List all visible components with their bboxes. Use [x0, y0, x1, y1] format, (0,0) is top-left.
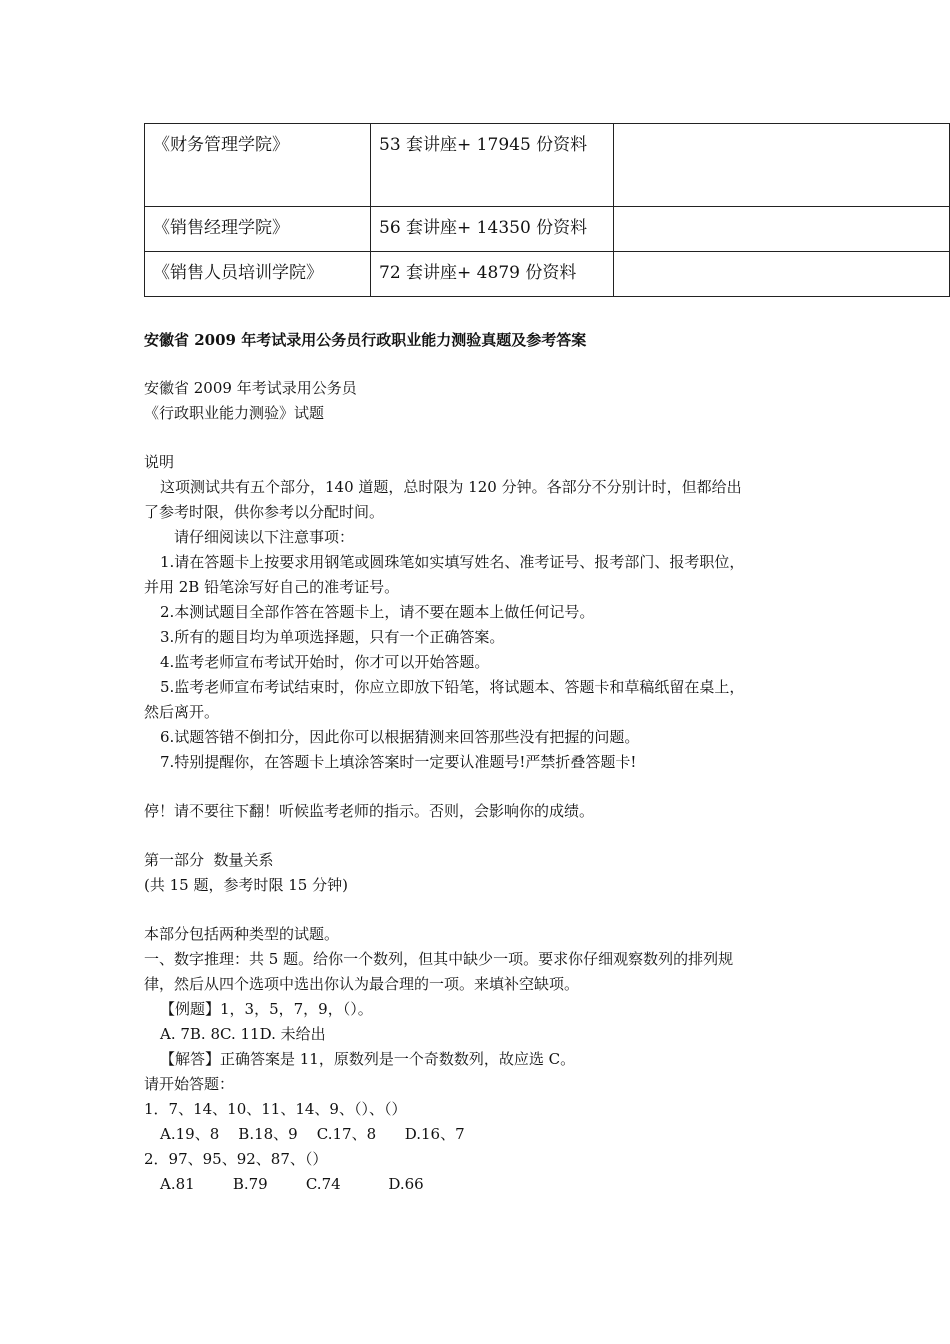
- table-cell-empty: [614, 124, 950, 207]
- part-heading: 第一部分 数量关系: [144, 851, 274, 869]
- table-row: [145, 124, 950, 207]
- note-item: 6.试题答错不倒扣分，因此你可以根据猜测来回答那些没有把握的问题。: [160, 728, 640, 746]
- example-question: 【例题】1，3，5，7，9，（）。: [160, 1000, 373, 1018]
- exam-subtitle: 安徽省 2009 年考试录用公务员: [144, 379, 357, 397]
- note-item: 4.监考老师宣布考试开始时，你才可以开始答题。: [160, 653, 490, 671]
- note-item: 7.特别提醒你，在答题卡上填涂答案时一定要认准题号!严禁折叠答题卡!: [160, 753, 637, 771]
- document-body: [144, 328, 824, 1197]
- question-type-line: 一、数字推理：共 5 题。给你一个数列，但其中缺少一项。要求你仔细观察数列的排列规: [144, 950, 734, 968]
- question-options: A.19、8 B.18、9 C.17、8 D.16、7: [160, 1125, 465, 1143]
- intro-paragraph-line: 了参考时限，供你参考以分配时间。: [144, 503, 385, 521]
- question-type-line: 律，然后从四个选项中选出你认为最合理的一项。来填补空缺项。: [144, 975, 580, 993]
- question-options: A.81 B.79 C.74 D.66: [160, 1175, 424, 1193]
- note-item: 5.监考老师宣布考试结束时，你应立即放下铅笔，将试题本、答题卡和草稿纸留在桌上，: [160, 678, 745, 696]
- table-cell-empty: [614, 207, 950, 252]
- table-cell-content: 56 套讲座+ 14350 份资料: [371, 207, 614, 252]
- part-time: (共 15 题，参考时限 15 分钟): [144, 876, 348, 894]
- table-row: [145, 252, 950, 297]
- example-answer: 【解答】正确答案是 11，原数列是一个奇数数列，故应选 C。: [160, 1050, 576, 1068]
- table-cell-name: 《销售经理学院》: [145, 207, 371, 252]
- note-item-cont: 并用 2B 铅笔涂写好自己的准考证号。: [144, 578, 400, 596]
- question-item: 2．97、95、92、87、（）: [144, 1150, 328, 1168]
- intro-paragraph-line: 这项测试共有五个部分，140 道题，总时限为 120 分钟。各部分不分别计时，但都给出: [160, 478, 742, 496]
- note-item: 1.请在答题卡上按要求用钢笔或圆珠笔如实填写姓名、准考证号、报考部门、报考职位，: [160, 553, 745, 571]
- start-prompt: 请开始答题：: [144, 1075, 235, 1093]
- table-cell-content: 53 套讲座+ 17945 份资料: [371, 124, 614, 207]
- question-item: 1．7、14、10、11、14、9、（）、（）: [144, 1100, 407, 1118]
- document-title: 安徽省 2009 年考试录用公务员行政职业能力测验真题及参考答案: [144, 331, 587, 349]
- table-cell-name: 《销售人员培训学院》: [145, 252, 371, 297]
- note-item-cont: 然后离开。: [144, 703, 220, 721]
- table-row: [145, 207, 950, 252]
- exam-name: 《行政职业能力测验》试题: [144, 404, 325, 422]
- note-item: 3.所有的题目均为单项选择题，只有一个正确答案。: [160, 628, 505, 646]
- stop-notice: 停！请不要往下翻！听候监考老师的指示。否则，会影响你的成绩。: [144, 802, 595, 820]
- table-cell-empty: [614, 252, 950, 297]
- note-item: 2.本测试题目全部作答在答题卡上，请不要在题本上做任何记号。: [160, 603, 595, 621]
- table-cell-content: 72 套讲座+ 4879 份资料: [371, 252, 614, 297]
- part-description: 本部分包括两种类型的试题。: [144, 925, 340, 943]
- table-cell-name: 《财务管理学院》: [145, 124, 371, 207]
- course-table: [144, 123, 950, 297]
- example-options: A. 7B. 8C. 11D. 未给出: [160, 1025, 326, 1043]
- intro-notes-heading: 请仔细阅读以下注意事项：: [174, 528, 355, 546]
- intro-heading: 说明: [144, 453, 175, 471]
